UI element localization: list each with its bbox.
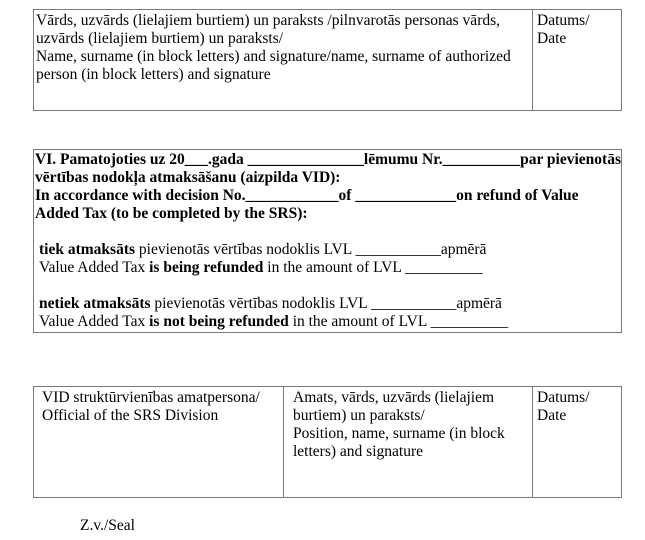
refund-lv-bold: tiek atmaksāts — [39, 241, 136, 258]
no-refund-en-post: in the amount of LVL __________ — [288, 313, 509, 330]
no-refund-lv-bold: netiek atmaksāts — [39, 295, 151, 312]
seal-label: Z.v./Seal — [80, 517, 135, 534]
applicant-date-cell[interactable] — [532, 10, 621, 110]
refund-en-bold: is being refunded — [149, 259, 264, 276]
no-refund-statement-en[interactable] — [35, 313, 621, 331]
date-label-en: Date — [537, 30, 567, 47]
refund-en-post: in the amount of LVL __________ — [263, 259, 483, 276]
refund-statement-lv[interactable] — [35, 241, 621, 259]
applicant-label-line-1: Vārds, uzvārds (lielajiem burtiem) un paraksts /pilnvarotās personas vārds, — [36, 12, 501, 29]
official-division-cell[interactable] — [34, 387, 283, 497]
position-label-line-1: Amats, vārds, uzvārds (lielajiem — [293, 389, 495, 406]
official-date-label-en: Date — [537, 407, 567, 424]
official-date-cell[interactable] — [532, 387, 621, 497]
refund-statement-en[interactable] — [35, 259, 621, 277]
no-refund-en-pre: Value Added Tax — [39, 313, 150, 330]
no-refund-lv-rest: pievienotās vērtības nodoklis LVL ___________apmērā — [150, 295, 502, 312]
applicant-label-line-4: person (in block letters) and signature — [36, 66, 271, 83]
refund-en-pre: Value Added Tax — [39, 259, 150, 276]
position-label-line-4: letters) and signature — [293, 443, 423, 460]
position-label-line-3: Position, name, surname (in block — [293, 425, 505, 442]
section-vi-heading-line-4: Added Tax (to be completed by the SRS): — [35, 205, 308, 222]
official-signature-box — [33, 386, 622, 498]
official-position-signature-cell[interactable] — [283, 387, 532, 497]
section-vi-box — [33, 149, 622, 333]
applicant-label-line-3: Name, surname (in block letters) and signature/name, surname of authorized — [36, 48, 511, 65]
no-refund-statement-lv[interactable] — [35, 295, 621, 313]
official-label-lv: VID struktūrvienības amatpersona/ — [42, 389, 260, 406]
position-label-line-2: burtiem) un paraksts/ — [293, 407, 425, 424]
applicant-label-line-2: uzvārds (lielajiem burtiem) un paraksts/ — [36, 30, 284, 47]
section-vi-heading-line-1: VI. Pamatojoties uz 20___.gada _______________lēmumu Nr.__________par pievienotās — [35, 151, 621, 168]
official-date-label-lv: Datums/ — [537, 389, 590, 406]
official-label-en: Official of the SRS Division — [42, 407, 219, 424]
section-vi-heading-line-3: In accordance with decision No.____________of _____________on refund of Value — [35, 187, 579, 204]
applicant-name-signature-cell[interactable] — [34, 10, 532, 110]
refund-lv-rest: pievienotās vērtības nodoklis LVL ___________apmērā — [135, 241, 487, 258]
date-label-lv: Datums/ — [537, 12, 590, 29]
applicant-signature-box — [33, 9, 622, 111]
section-vi-heading-line-2: vērtības nodokļa atmaksāšanu (aizpilda VID): — [35, 169, 341, 186]
no-refund-en-bold: is not being refunded — [149, 313, 289, 330]
